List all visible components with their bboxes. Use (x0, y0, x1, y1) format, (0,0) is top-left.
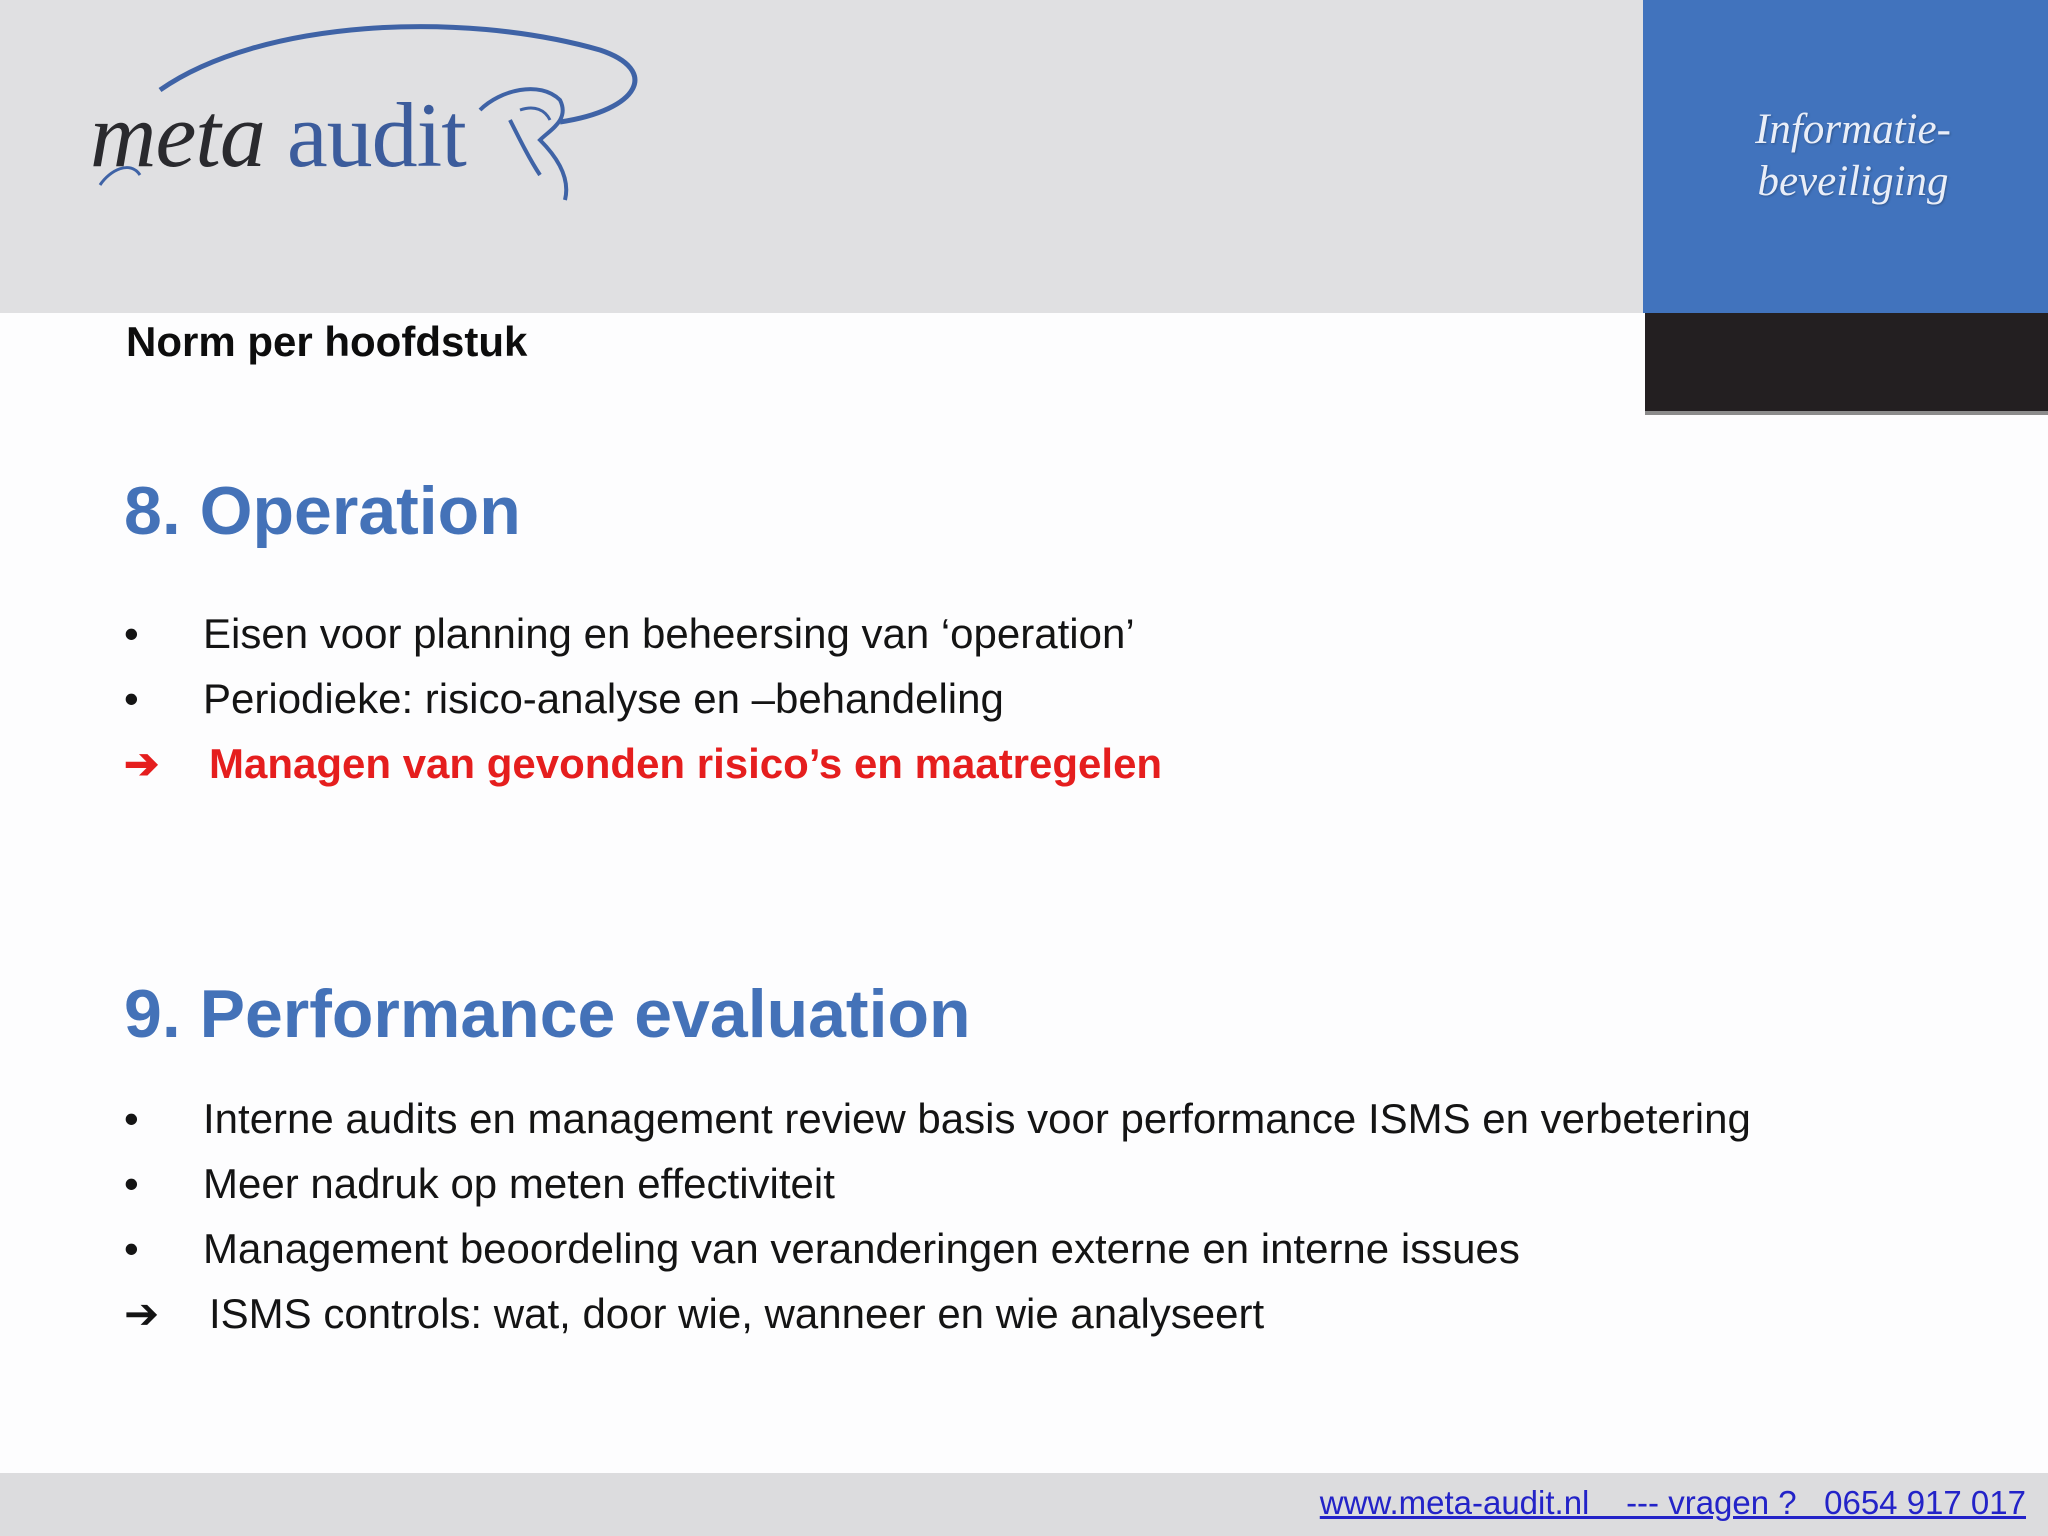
section-title-operation: 8. Operation (124, 473, 521, 549)
bullet-icon: • (124, 610, 139, 657)
arrow-right-icon: ➔ (124, 740, 160, 787)
arrow-right-icon: ➔ (124, 1290, 160, 1337)
logo-word-meta: meta (90, 84, 265, 186)
bullet-icon: • (124, 1160, 139, 1207)
bullet-icon: • (124, 675, 139, 722)
section-title-performance-evaluation: 9. Performance evaluation (124, 976, 971, 1052)
topic-badge-text (1643, 104, 2048, 208)
footer-contact-link[interactable]: www.meta-audit.nl --- vragen ? 0654 917 017 (1319, 1484, 2026, 1521)
logo-word-audit: audit (286, 84, 466, 186)
list-item-text: Managen van gevonden risico’s en maatregelen (209, 740, 1163, 787)
slide-subtitle: Norm per hoofdstuk (126, 318, 528, 365)
meta-audit-logo (40, 10, 640, 220)
topic-badge (1643, 0, 2048, 313)
topic-badge-line2: beveiliging (1757, 158, 1949, 205)
list-item-text: Management beoordeling van veranderingen externe en interne issues (203, 1225, 1520, 1272)
topic-badge-line1: Informatie- (1755, 106, 1951, 153)
bullet-icon: • (124, 1225, 139, 1272)
list-item-text: Interne audits en management review basis voor performance ISMS en verbetering (203, 1095, 1751, 1142)
list-item-text: Periodieke: risico-analyse en –behandeling (203, 675, 1004, 722)
logo-wordmark (90, 82, 466, 188)
list-item-text: ISMS controls: wat, door wie, wanneer en wie analyseert (209, 1290, 1265, 1337)
list-item-text: Meer nadruk op meten effectiviteit (203, 1160, 835, 1207)
bullet-icon: • (124, 1095, 139, 1142)
list-item-text: Eisen voor planning en beheersing van ‘operation’ (203, 610, 1135, 657)
header-accent-bar (1645, 313, 2048, 415)
